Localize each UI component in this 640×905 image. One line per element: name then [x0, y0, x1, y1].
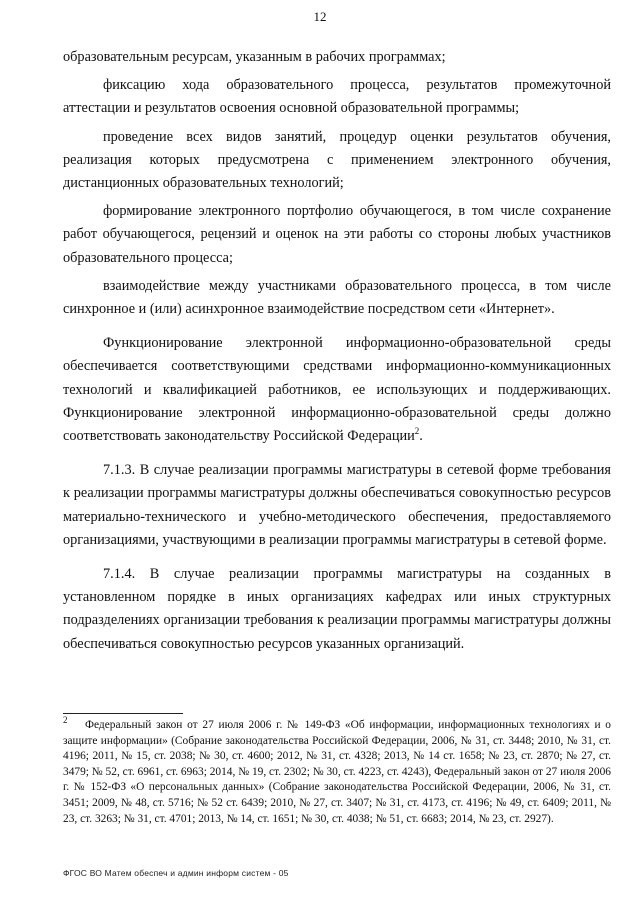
paragraph-functioning: Функционирование электронной информационно-образовательной среды обеспечивается соответствующими средствами информационно-коммуникационных технологий и квалификацией работников, ее использующих и поддерживающих. Функционирование электронной информационно-образовательной среды должно соответствовать законодательству Российской Федерации$^2$.	[63, 335, 611, 445]
footnote: $^2$ Федеральный закон от 27 июля 2006 г. № 149-ФЗ «Об информации, информационных технологиях и о защите информации» (Собрание законодательства Российской Федерации, 2006, № 31, ст. 3448; 2010, № 31, ст. 4196; 2011, № 15, ст. 2038; № 30, ст. 4600; 2012, № 31, ст. 4328; 2013, № 14 ст. 1658; № 23, ст. 2870; № 27, ст. 3479; № 52, ст. 6961, ст. 6963; 2014, № 19, ст. 2302; № 30, ст. 4223, ст. 4243), Федеральный закон от 27 июля 2006 г. № 152-ФЗ «О персональных данных» (Собрание законодательства Российской Федерации, 2006, № 31, ст. 3451; 2009, № 48, ст. 5716; № 52 ст. 6439; 2010, № 27, ст. 3407; № 31, ст. 4173, ст. 4196; № 49, ст. 6409; 2011, № 23, ст. 3263; № 31, ст. 4701; 2013, № 14, ст. 1651; № 30, ст. 4038; № 51, ст. 6683; 2014, № 23, ст. 2927).	[63, 715, 611, 825]
page-footer: ФГОС ВО Матем обеспеч и админ информ систем - 05	[63, 868, 289, 878]
paragraph-tracking: фиксацию хода образовательного процесса, результатов промежуточной аттестации и результатов освоения основной образовательной программы;	[63, 77, 611, 117]
footnote-text: Федеральный закон от 27 июля 2006 г. № 149-ФЗ «Об информации, информационных технологиях и о защите информации» (Собрание законодательства Российской Федерации, 2006, № 31, ст. 3448; 2010, № 31, ст. 4196; 2011, № 15, ст. 2038; № 30, ст. 4600; 2012, № 31, ст. 4328; 2013, № 14 ст. 1658; № 23, ст. 2870; № 27, ст. 3479; № 52, ст. 6961, ст. 6963; 2014, № 19, ст. 2302; № 30, ст. 4223, ст. 4243), Федеральный закон от 27 июля 2006 г. № 152-ФЗ «О персональных данных» (Собрание законодательства Российской Федерации, 2006, № 31, ст. 3451; 2009, № 48, ст. 5716; № 52 ст. 6439; 2010, № 27, ст. 3407; № 31, ст. 4173, ст. 4196; № 49, ст. 6409; 2011, № 23, ст. 3263; № 31, ст. 4701; 2013, № 14, ст. 1651; № 30, ст. 4038; № 51, ст. 6683; 2014, № 23, ст. 2927).	[63, 719, 611, 825]
paragraph-7-1-3: 7.1.3. В случае реализации программы магистратуры в сетевой форме требования к реализации программы магистратуры должны обеспечиваться совокупностью ресурсов материально-технического и учебно-методического обеспечения, предоставляемого организациями, участвующими в реализации программы магистратуры в сетевой форме.	[63, 462, 611, 548]
footnote-reference[interactable]: 2	[414, 426, 420, 437]
footnote-divider	[63, 713, 183, 714]
paragraph-classes: проведение всех видов занятий, процедур оценки результатов обучения, реализация которых предусмотрена с применением электронного обучения, дистанционных образовательных технологий;	[63, 128, 611, 192]
paragraph-continuation: образовательным ресурсам, указанным в рабочих программах;	[63, 49, 446, 65]
paragraph-interaction: взаимодействие между участниками образовательного процесса, в том числе синхронное и (или) асинхронное взаимодействие посредством сети «Интернет».	[63, 277, 611, 318]
body-text	[63, 46, 611, 661]
paragraph-portfolio: формирование электронного портфолио обучающегося, в том числе сохранение работ обучающегося, рецензий и оценок на эти работы со стороны любых участников образовательного процесса;	[63, 203, 611, 266]
paragraph-functioning-text: Функционирование электронной информационно-образовательной среды обеспечивается соответствующими средствами информационно-коммуникационных технологий и квалификацией работников, ее использующих и поддерживающих. Функционирование электронной информационно-образовательной среды должно соответствовать законодательству Российской Федерации	[63, 335, 611, 445]
page-number: 12	[313, 9, 327, 24]
paragraph-7-1-4: 7.1.4. В случае реализации программы магистратуры на созданных в установленном порядке в иных организациях кафедрах или иных структурных подразделениях организации требования к реализации программы магистратуры должны обеспечиваться совокупностью ресурсов указанных организаций.	[63, 566, 611, 652]
